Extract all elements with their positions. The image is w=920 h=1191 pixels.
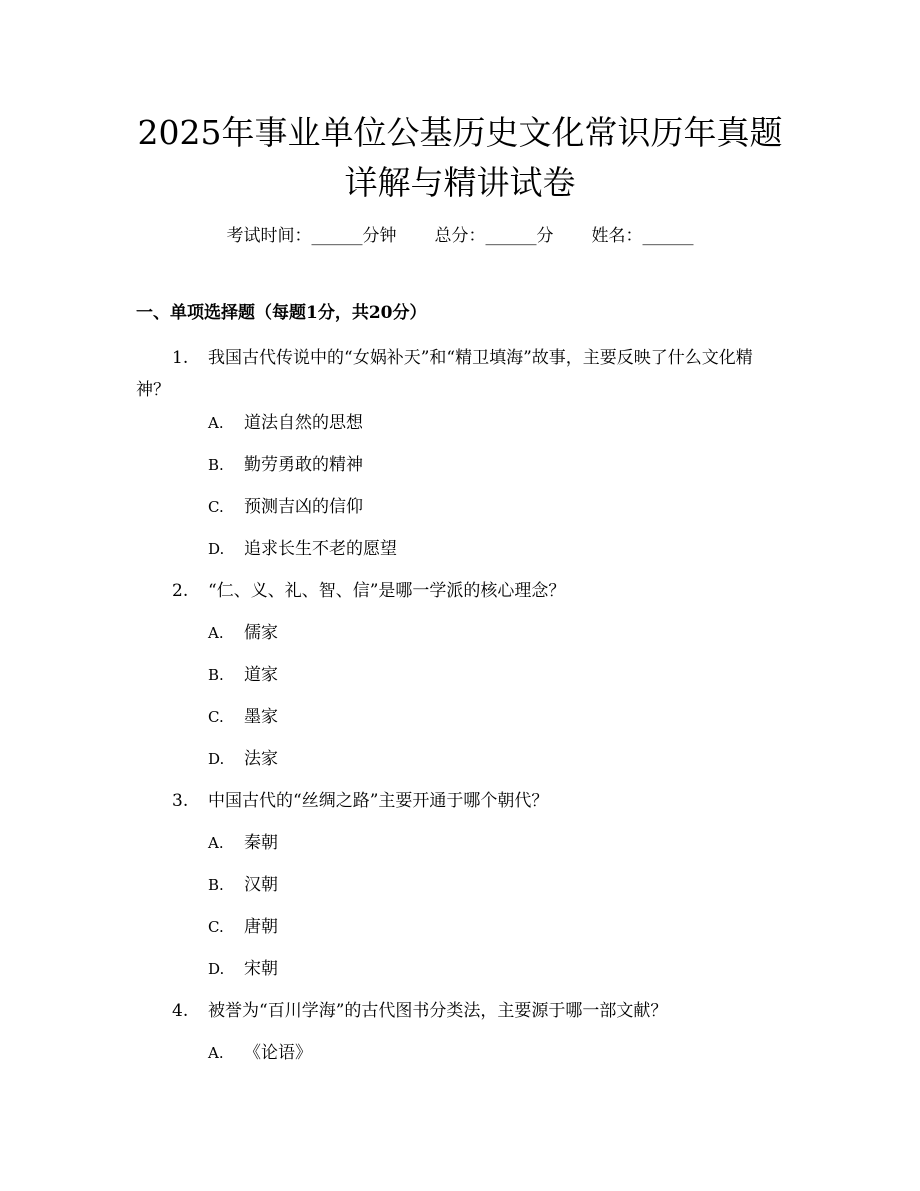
option-2a[interactable] — [208, 620, 278, 646]
option-letter: A. — [208, 834, 224, 852]
option-3b[interactable] — [208, 872, 278, 898]
question-number: 1. — [172, 348, 189, 368]
option-text: 秦朝 — [244, 833, 278, 853]
option-3d[interactable] — [208, 956, 278, 982]
option-3a[interactable] — [208, 830, 278, 856]
total-score-field: 总分：______分 — [434, 226, 554, 246]
option-2c[interactable] — [208, 704, 278, 730]
option-letter: B. — [208, 456, 224, 474]
name-field: 姓名：______ — [591, 226, 694, 246]
option-text: 宋朝 — [244, 959, 278, 979]
option-letter: C. — [208, 708, 224, 726]
option-letter: B. — [208, 876, 224, 894]
option-letter: D. — [208, 540, 225, 558]
option-2b[interactable] — [208, 662, 278, 688]
option-text: 预测吉凶的信仰 — [244, 497, 363, 517]
option-text: 勤劳勇敢的精神 — [244, 455, 363, 475]
option-letter: A. — [208, 624, 224, 642]
question-text: 中国古代的“丝绸之路”主要开通于哪个朝代？ — [208, 791, 549, 811]
option-text: 道法自然的思想 — [244, 413, 363, 433]
option-letter: A. — [208, 1044, 224, 1062]
option-text: 追求长生不老的愿望 — [244, 539, 397, 559]
option-text: 道家 — [244, 665, 278, 685]
option-text: 《论语》 — [244, 1043, 312, 1063]
option-text: 儒家 — [244, 623, 278, 643]
option-letter: B. — [208, 666, 224, 684]
section-heading: 一、单项选择题（每题1分，共20分） — [136, 303, 427, 323]
option-text: 唐朝 — [244, 917, 278, 937]
option-3c[interactable] — [208, 914, 278, 940]
question-3 — [136, 785, 784, 817]
question-text: 我国古代传说中的“女娲补天”和“精卫填海”故事，主要反映了什么文化精神？ — [136, 348, 753, 400]
option-text: 法家 — [244, 749, 278, 769]
option-letter: A. — [208, 414, 224, 432]
question-1 — [136, 342, 784, 406]
option-letter: C. — [208, 918, 224, 936]
option-1b[interactable] — [208, 452, 363, 478]
question-number: 3. — [172, 791, 189, 811]
option-letter: D. — [208, 960, 225, 978]
page-title-line1: 2025年事业单位公基历史文化常识历年真题 — [137, 113, 783, 152]
option-2d[interactable] — [208, 746, 278, 772]
option-letter: C. — [208, 498, 224, 516]
question-4 — [136, 995, 784, 1027]
option-letter: D. — [208, 750, 225, 768]
exam-meta — [0, 224, 920, 248]
question-number: 4. — [172, 1001, 189, 1021]
question-text: 被誉为“百川学海”的古代图书分类法，主要源于哪一部文献？ — [208, 1001, 668, 1021]
option-1d[interactable] — [208, 536, 397, 562]
question-2 — [136, 575, 784, 607]
option-1c[interactable] — [208, 494, 363, 520]
option-4a[interactable] — [208, 1040, 312, 1066]
page-title-line2: 详解与精讲试卷 — [344, 163, 576, 202]
exam-time-field: 考试时间：______分钟 — [226, 226, 397, 246]
question-text: “仁、义、礼、智、信”是哪一学派的核心理念？ — [208, 581, 566, 601]
option-1a[interactable] — [208, 410, 363, 436]
option-text: 墨家 — [244, 707, 278, 727]
option-text: 汉朝 — [244, 875, 278, 895]
question-number: 2. — [172, 581, 189, 601]
